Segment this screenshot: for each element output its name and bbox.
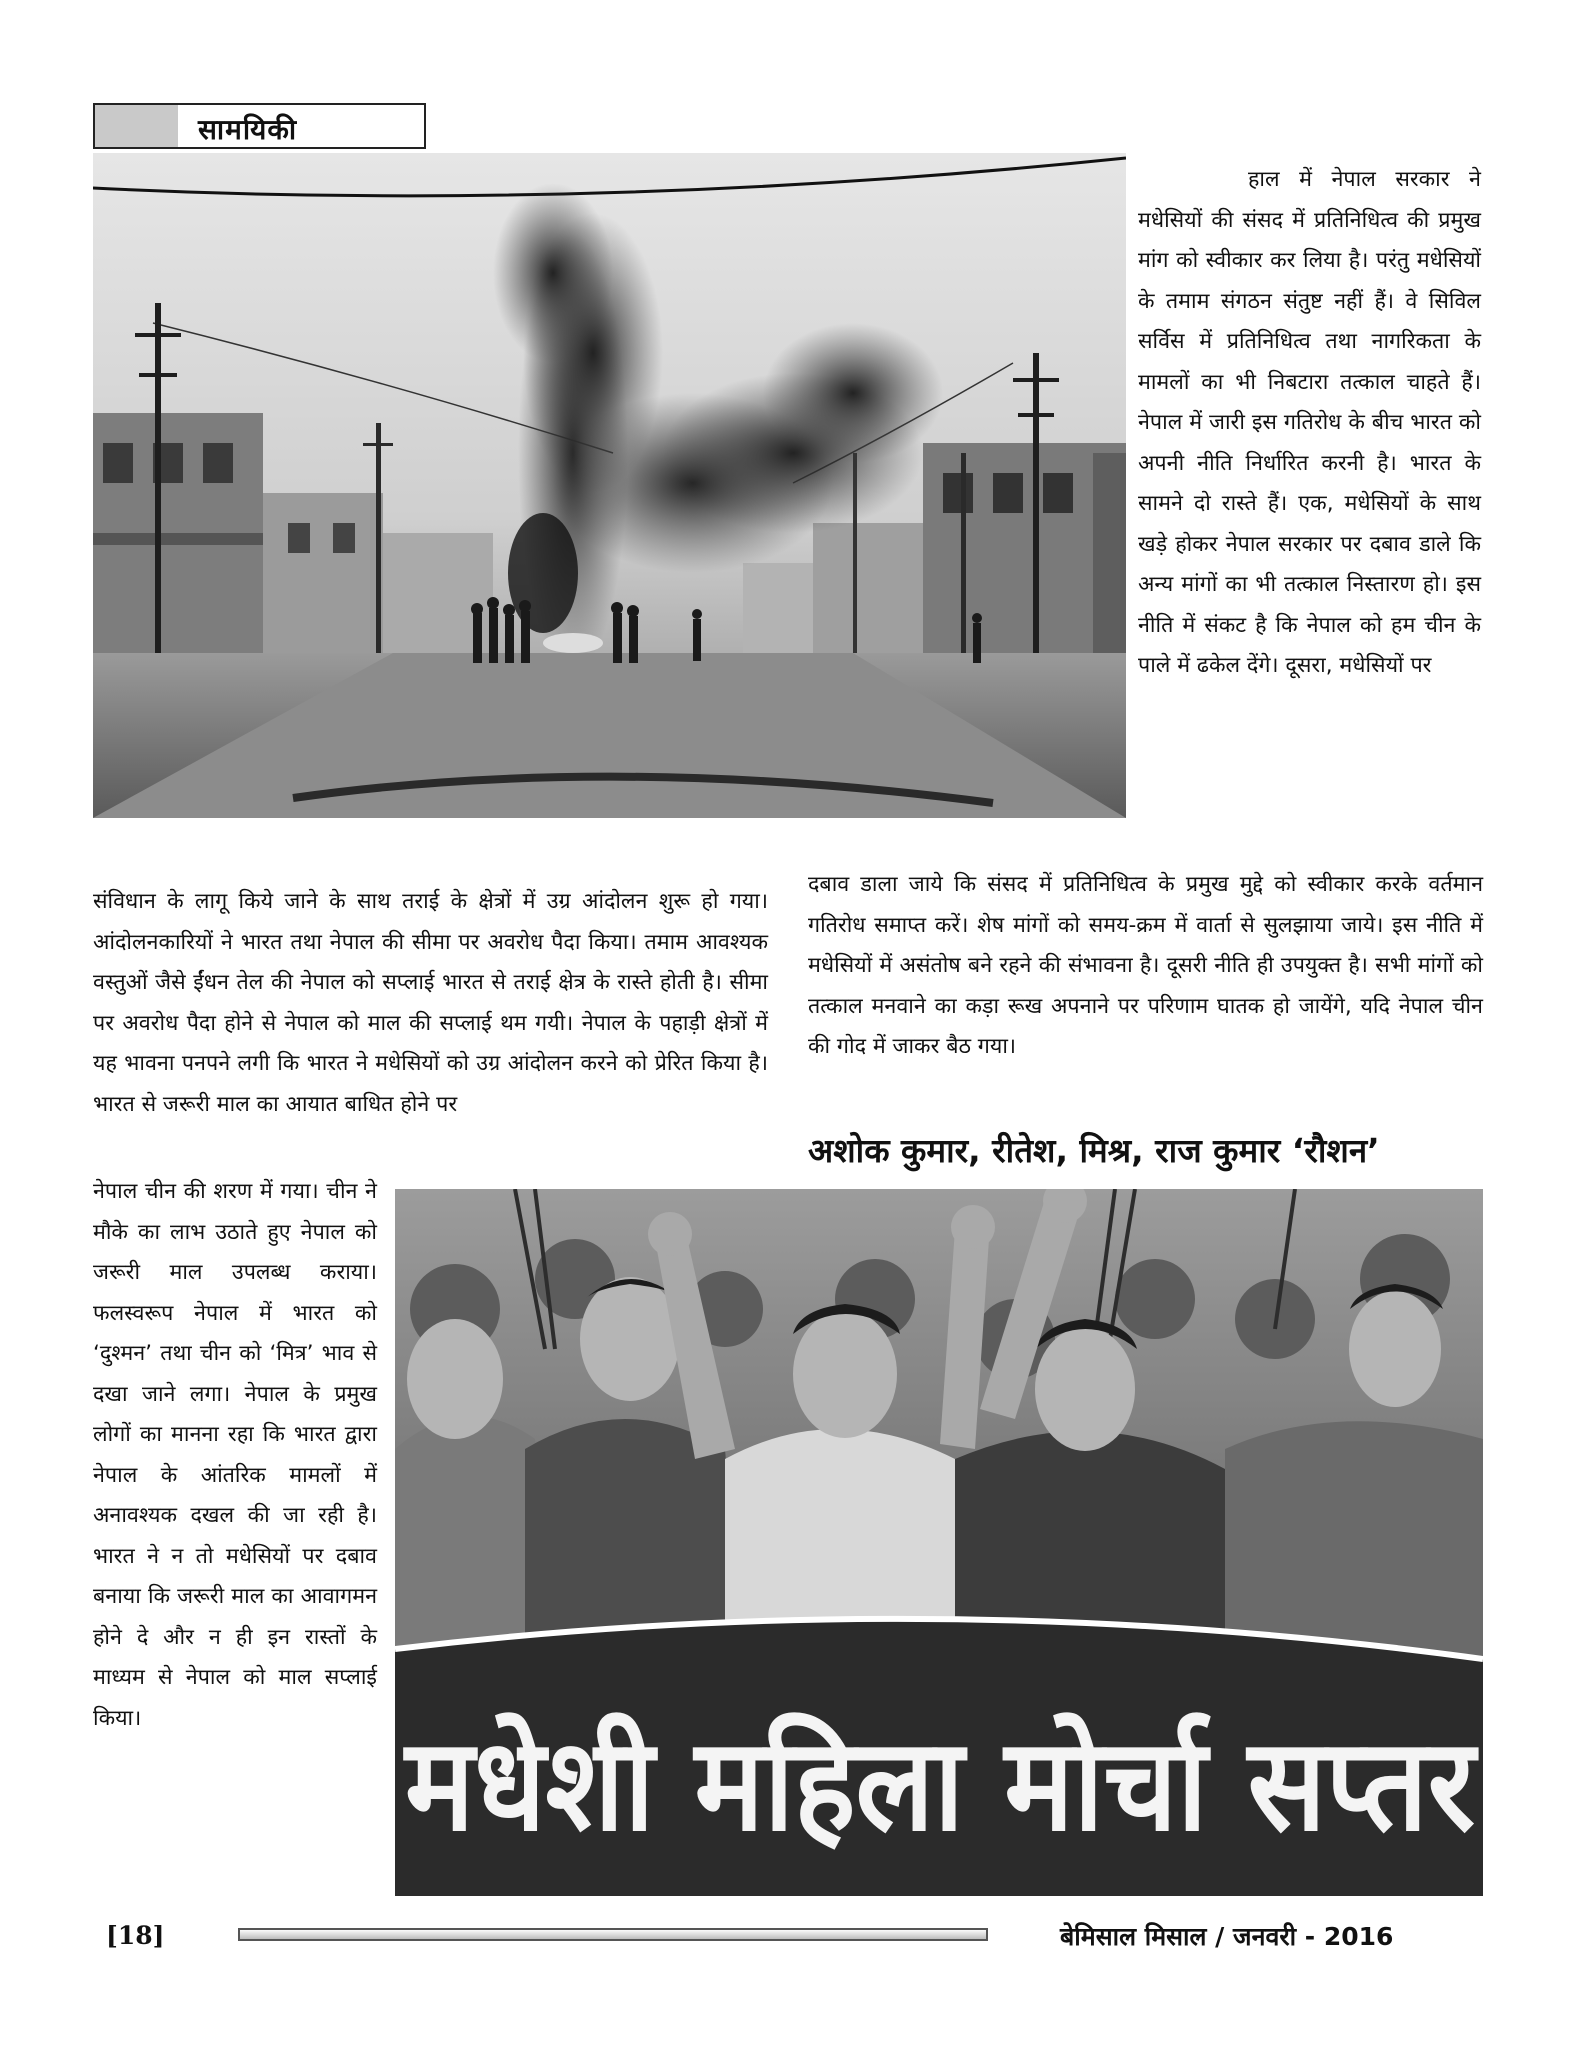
section-header — [93, 103, 426, 149]
section-label: सामयिकी — [198, 113, 298, 146]
page-number: [18] — [106, 1921, 165, 1950]
womens-march-photo — [395, 1189, 1483, 1896]
publication-info: बेमिसाल मिसाल / जनवरी - 2016 — [1060, 1922, 1394, 1951]
footer-divider-bar — [238, 1928, 988, 1941]
intro-paragraph: हाल में नेपाल सरकार ने मधेसियों की संसद में प्रतिनिधित्व की प्रमुख मांग को स्वीकार कर लिया है। परंतु मधेसियों के तमाम संगठन संतुष्ट नहीं हैं। वे सिविल सर्विस में प्रतिनिधित्व तथा नागरिकता के मामलों का भी निबटारा तत्काल चाहते हैं। नेपाल में जारी इस गतिरोध के बीच भारत को अपनी नीति निर्धारित करनी है। भारत के सामने दो रास्ते हैं। एक, मधेसियों के साथ खड़े होकर नेपाल सरकार पर दबाव डाले कि अन्य मांगों का भी तत्काल निस्तारण हो। इस नीति में संकट है कि नेपाल को हम चीन के पाले में ढकेल देंगे। दूसरा, मधेसियों पर — [1138, 167, 1481, 678]
right-paragraph: दबाव डाला जाये कि संसद में प्रतिनिधित्व के प्रमुख मुद्दे को स्वीकार करके वर्तमान गतिरोध समाप्त करें। शेष मांगों को समय-क्रम में वार्ता से सुलझाया जाये। इस नीति में मधेसियों में असंतोष बने रहने की संभावना है। दूसरी नीति ही उपयुक्त है। सभी मांगों को तत्काल मनवाने का कड़ा रूख अपनाने पर परिणाम घातक हो जायेंगे, यदि नेपाल चीन की गोद में जाकर बैठ गया। — [808, 872, 1483, 1059]
protest-street-photo — [93, 153, 1126, 818]
column-paragraph: नेपाल चीन की शरण में गया। चीन ने मौके का लाभ उठाते हुए नेपाल को जरूरी माल उपलब्ध कराया। फलस्वरूप नेपाल में भारत को ‘दुश्मन’ तथा चीन को ‘मित्र’ भाव से दखा जाने लगा। नेपाल के प्रमुख लोगों का मानना रहा कि भारत द्वारा नेपाल के आंतरिक मामलों में अनावश्यक दखल की जा रही है। भारत ने न तो मधेसियों पर दबाव बनाया कि जरूरी माल का आवागमन होने दे और न ही इन रास्तों के माध्यम से नेपाल को माल सप्लाई किया। — [93, 1179, 377, 1731]
header-shade — [95, 105, 178, 147]
byline: अशोक कुमार, रीतेश, मिश्र, राज कुमार ‘रौशन’ — [808, 1131, 1380, 1170]
left-paragraph: संविधान के लागू किये जाने के साथ तराई के क्षेत्रों में उग्र आंदोलन शुरू हो गया। आंदोलनकारियों ने भारत तथा नेपाल की सीमा पर अवरोध पैदा किया। तमाम आवश्यक वस्तुओं जैसे ईंधन तेल की नेपाल को सप्लाई भारत से तराई क्षेत्र के रास्ते होती है। सीमा पर अवरोध पैदा होने से नेपाल को माल की सप्लाई थम गयी। नेपाल के पहाड़ी क्षेत्रों में यह भावना पनपने लगी कि भारत ने मधेसियों को उग्र आंदोलन करने को प्रेरित किया है। भारत से जरूरी माल का आयात बाधित होने पर — [93, 889, 768, 1117]
banner-text: मधेशी महिला मोर्चा सप्तर — [403, 1711, 1480, 1860]
